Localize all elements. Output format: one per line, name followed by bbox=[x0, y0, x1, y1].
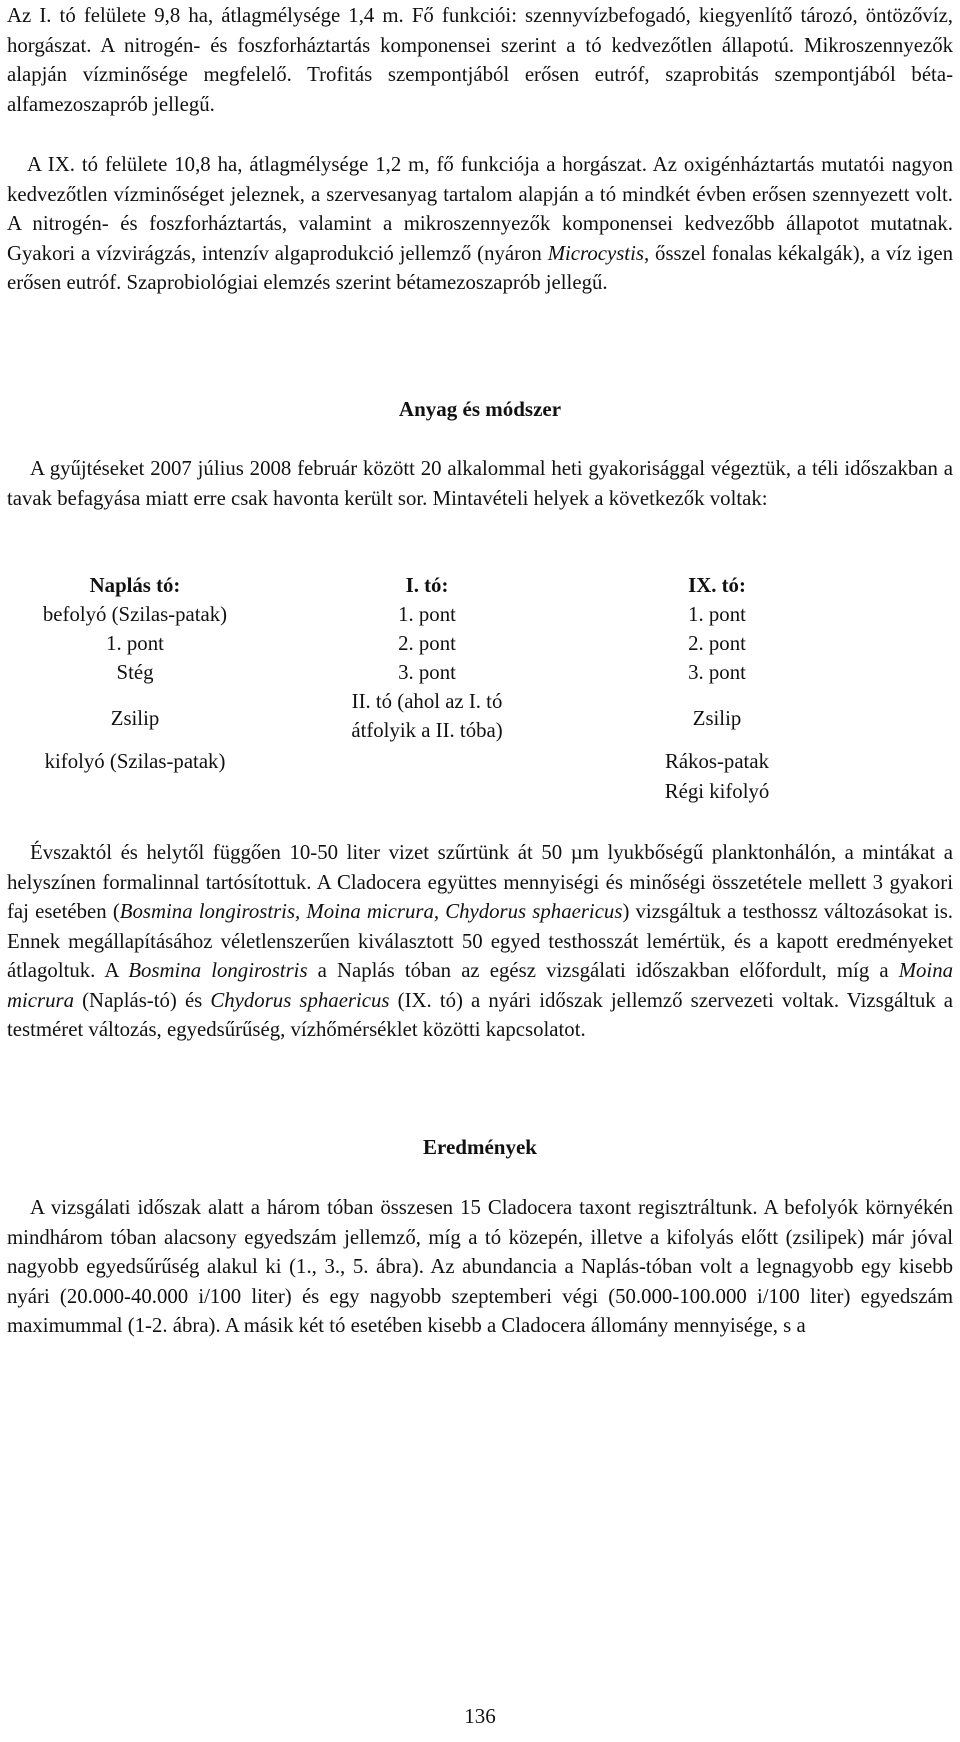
methods-text: ) vizsgáltuk a testhossz változásokat is. Ennek megállapításához véletlenszerűen kiválasztott 50 egyed testhosszát lemértük, és a kapott eredményeket átlagoltuk. A bbox=[7, 900, 954, 982]
table-header-naplas: Naplás tó: bbox=[89, 574, 181, 597]
pond-9-italic-species: Microcystis bbox=[547, 241, 644, 265]
paragraph-sampling: A gyűjtéseket 2007 július 2008 február között 20 alkalommal heti gyakorisággal végeztük, a téli időszakban a tavak befagyása miatt erre csak havonta került sor. Mintavételi helyek a következők voltak: bbox=[7, 457, 953, 510]
table-cell: 1. pont bbox=[106, 632, 164, 655]
section-heading-methods: Anyag és módszer bbox=[398, 397, 562, 421]
table-header-pond-1: I. tó: bbox=[405, 574, 449, 597]
methods-species-list: Bosmina longirostris, Moina micrura, Chydorus sphaericus bbox=[119, 900, 623, 923]
paragraph-results: A vizsgálati időszak alatt a három tóban összesen 15 Cladocera taxont regisztráltunk. A befolyók környékén mindhárom tóban alacsony egyedszám jellemző, míg a tó közepén, illetve a kifolyás előtt (zsilipek) már jóval nagyobb egyedsűrűség alakul ki (1., 3., 5. ábra). Az abundancia a Naplás-tóban volt a legnagyobb egy kisebb nyári (20.000-40.000 i/100 liter) és egy nagyobb szeptemberi végi (50.000-100.000 i/100 liter) egyedszám maximummal (1-2. ábra). A másik két tó esetében kisebb a Cladocera állomány mennyisége, s a bbox=[7, 1196, 953, 1337]
paragraph-methods-filtering bbox=[7, 838, 953, 1045]
table-cell: 2. pont bbox=[688, 632, 746, 655]
table-cell: 2. pont bbox=[398, 632, 456, 655]
table-header-pond-9: IX. tó: bbox=[688, 574, 746, 597]
table-cell: Zsilip bbox=[692, 707, 742, 730]
table-cell: kifolyó (Szilas-patak) bbox=[44, 750, 226, 773]
table-cell: Rákos-patak bbox=[665, 750, 769, 773]
table-cell: 1. pont bbox=[398, 603, 456, 626]
table-cell: 1. pont bbox=[688, 603, 746, 626]
pond-9-text-b: , ősszel fonalas kékalgák), a víz igen erősen eutróf. Szaprobiológiai elemzés szerint bétamezoszaprób jellegű. bbox=[7, 241, 953, 294]
table-cell: Zsilip bbox=[110, 707, 160, 730]
table-cell: 3. pont bbox=[398, 661, 456, 684]
methods-text: a Naplás tóban az egész vizsgálati időszakban előfordult, míg a bbox=[307, 959, 899, 982]
section-heading-results: Eredmények bbox=[423, 1135, 537, 1159]
table-cell: befolyó (Szilas-patak) bbox=[42, 603, 228, 626]
table-cell: Régi kifolyó bbox=[664, 780, 770, 803]
table-cell: Stég bbox=[116, 661, 154, 684]
table-cell: átfolyik a II. tóba) bbox=[351, 719, 503, 742]
methods-species-bosmina: Bosmina longirostris bbox=[128, 959, 308, 982]
methods-text: Évszaktól és helytől függően 10-50 liter vizet szűrtünk át 50 µm lyukbőségű planktonhálón, a mintákat a helyszínen formalinnal tartósítottuk. A Cladocera együttes mennyiségi és minőségi összetétele mellett 3 gyakori faj esetében ( bbox=[7, 841, 953, 923]
page-number: 136 bbox=[464, 1704, 496, 1728]
table-cell: 3. pont bbox=[688, 661, 746, 684]
pond-9-text-a: A IX. tó felülete 10,8 ha, átlagmélysége 1,2 m, fő funkciója a horgászat. Az oxigénháztartás mutatói nagyon kedvezőtlen vízminőséget jeleznek, a szervesanyag tartalom alapján a tó mindkét évben erősen szennyezett volt. A nitrogén- és foszforháztartás, valamint a mikroszennyezők komponensei kedvezőbb állapotot mutatnak. Gyakori a vízvirágzás, intenzív algaprodukció jellemző (nyáron bbox=[7, 153, 953, 265]
methods-species-chydorus: Chydorus sphaericus bbox=[210, 988, 390, 1012]
paragraph-pond-1: Az I. tó felülete 9,8 ha, átlagmélysége 1,4 m. Fő funkciói: szennyvízbefogadó, kiegyenlítő tározó, öntözővíz, horgászat. A nitrogén- és foszforháztartás komponensei szerint a tó kedvezőtlen állapotú. Mikroszennyezők alapján vízminősége megfelelő. Trofitás szempontjából erősen eutróf, szaprobitás szempontjából béta-alfamezoszaprób jellegű. bbox=[7, 4, 953, 116]
methods-text: (IX. tó) a nyári időszak jellemző szervezeti voltak. Vizsgáltuk a testméret változás, egyedsűrűség, vízhőmérséklet közötti kapcsolatot. bbox=[7, 988, 953, 1041]
table-cell: II. tó (ahol az I. tó bbox=[351, 690, 503, 713]
paragraph-pond-9 bbox=[7, 150, 953, 298]
methods-text: (Naplás-tó) és bbox=[74, 988, 211, 1012]
methods-species-moina: Moina micrura bbox=[7, 959, 953, 1012]
